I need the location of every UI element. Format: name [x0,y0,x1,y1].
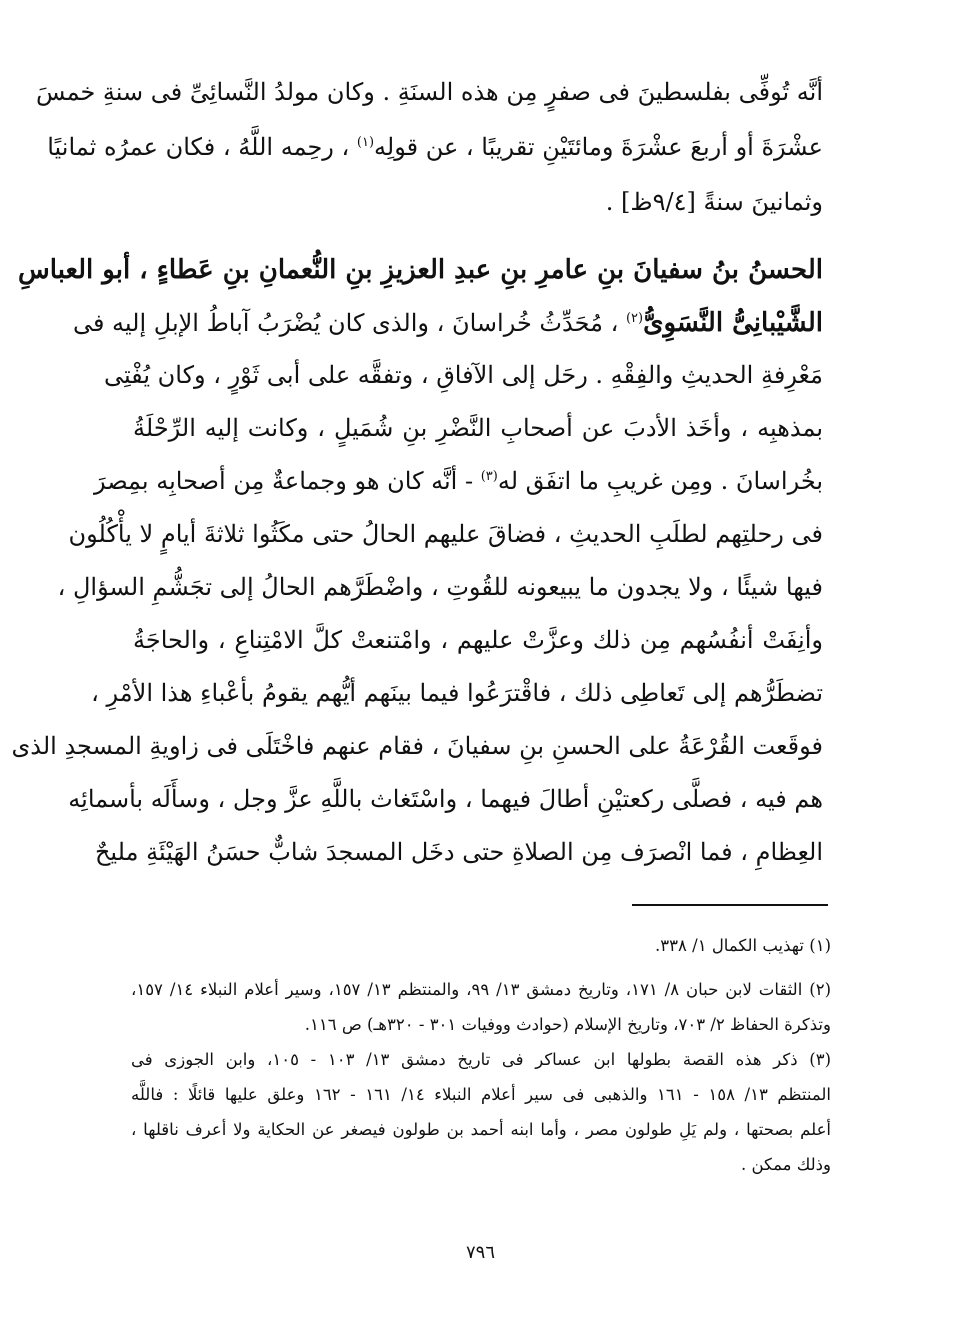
body-line-3: وثمانينَ سنةً [٩/٤ظ] . [605,188,823,216]
footnote-3-line-2: المنتظم ١٣/ ١٥٨ - ١٦١ والذهبى فى سير أعلام النبلاء ١٤/ ١٦١ - ١٦٢ وعلق عليها قائلًا : فاللَّه [131,1085,832,1104]
entry-heading-cont: الشَّيْبانِىُّ النَّسَوِىُّ [643,308,823,338]
body-line-2-head: عشْرَةَ أو أربعَ عشْرَةَ ومائتَيْنِ تقريبًا ، عن قولِه [374,133,823,161]
footnote-marker-1: (١) [356,135,375,150]
body-line-13: فوقَعت القُرْعَةُ على الحسنِ بنِ سفيانَ ، فقام عنهم فاخْتَلَى فى زاويةِ المسجدِ الذى [11,732,823,760]
body-line-8-tail: - أنَّه كان هو وجماعةٌ مِن أصحابِه بمِصرَ [94,467,474,495]
footnote-2-line-1: (٢) الثقات لابن حبان ٨/ ١٧١، وتاريخ دمشق ١٣/ ٩٩، والمنتظم ١٣/ ١٥٧، وسير أعلام النبلاء ١٤/ ١٥٧، [131,980,831,999]
body-line-10: فيها شيئًا ، ولا يجدون ما يبيعونه للقُوتِ ، واضْطَرَّهم الحالُ إلى تجَشُّمِ السؤالِ ، [57,573,823,601]
body-line-7: بمذهبِه ، وأخَذ الأدبَ عن أصحابِ النَّضْرِ بنِ شُمَيلٍ ، وكانت إليه الرِّحْلَةُ [133,414,823,442]
entry-heading: الحسنُ بنُ سفيانَ بنِ عامرِ بنِ عبدِ العزيزِ بنِ النُّعمانِ بنِ عَطاءٍ ، أبو العباسِ [18,255,823,285]
footnote-3-line-1: (٣) ذكر هذه القصة بطولها ابن عساكر فى تاريخ دمشق ١٣/ ١٠٣ - ١٠٥، وابن الجوزى فى [131,1050,831,1069]
body-line-5-tail: ، مُحَدِّثُ خُراسانَ ، والذى كان يُضْرَبُ آباطُ الإبلِ إليه فى [72,309,619,337]
body-line-15: العِظامِ ، فما انْصرَف مِن الصلاةِ حتى دخَل المسجدَ شابٌّ حسَنُ الهَيْئَةِ مليحٌ [94,838,823,866]
page-number: ٧٩٦ [465,1242,495,1263]
footnote-3-line-3: أعلم بصحتها ، ولم يَلِ طولون مصر ، وأما ابنه أحمد بن طولون فيصغر عن الحكاية ولا أعرف ناقلها ، [131,1120,831,1139]
footnote-1: (١) تهذيب الكمال ١/ ٣٣٨. [655,936,831,955]
footnote-separator [632,904,828,906]
body-line-12: تضطَرُّهم إلى تَعاطِى ذلك ، فاقْترَعُوا فيما بينَهم أيُّهم يقومُ بأعْباءِ هذا الأمْرِ ، [91,679,823,707]
body-line-8 [94,467,823,495]
body-line-2 [47,133,823,161]
body-line-2-tail: ، رحِمه اللَّهُ ، فكان عمرُه ثمانيًا [47,133,350,161]
footnote-marker-3: (٣) [480,469,498,484]
body-line-1: أنَّه تُوفِّى بفلسطينَ فى صفرٍ مِن هذه السنَةِ . وكان مولدُ النَّسائِىِّ فى سنةِ خمسَ [35,78,823,106]
body-line-11: وأنِفَتْ أنفُسُهم مِن ذلك وعزَّتْ عليهم ، وامْتنعتْ كلَّ الامْتِناعِ ، والحاجَةُ [133,626,823,654]
footnote-marker-2: (٢) [625,311,644,326]
footnote-3-line-4: وذلك ممكن . [740,1155,831,1174]
body-line-14: هم فيه ، فصلَّى ركعتيْنِ أطالَ فيهما ، واسْتَغاث باللَّهِ عزَّ وجل ، وسأَلَه بأسمائِه [68,785,823,813]
body-line-5 [72,308,823,338]
body-line-6: مَعْرِفةِ الحديثِ والفِقْهِ . رحَل إلى الآفاقِ ، وتفقَّه على أبى ثَوْرٍ ، وكان يُفْتِى [103,361,823,389]
body-line-8-head: بخُراسانَ . ومِن غريبِ ما اتفَق له [497,467,823,495]
footnote-2-line-2: وتذكرة الحفاظ ٢/ ٧٠٣، وتاريخ الإسلام (حوادث ووفيات ٣٠١ - ٣٢٠هـ) ص ١١٦. [304,1015,831,1034]
body-line-9: فى رحلتِهم لطلَبِ الحديثِ ، فضاقَ عليهم الحالُ حتى مكَثُوا ثلاثةَ أيامٍ لا يأْكُلُون [68,520,823,548]
